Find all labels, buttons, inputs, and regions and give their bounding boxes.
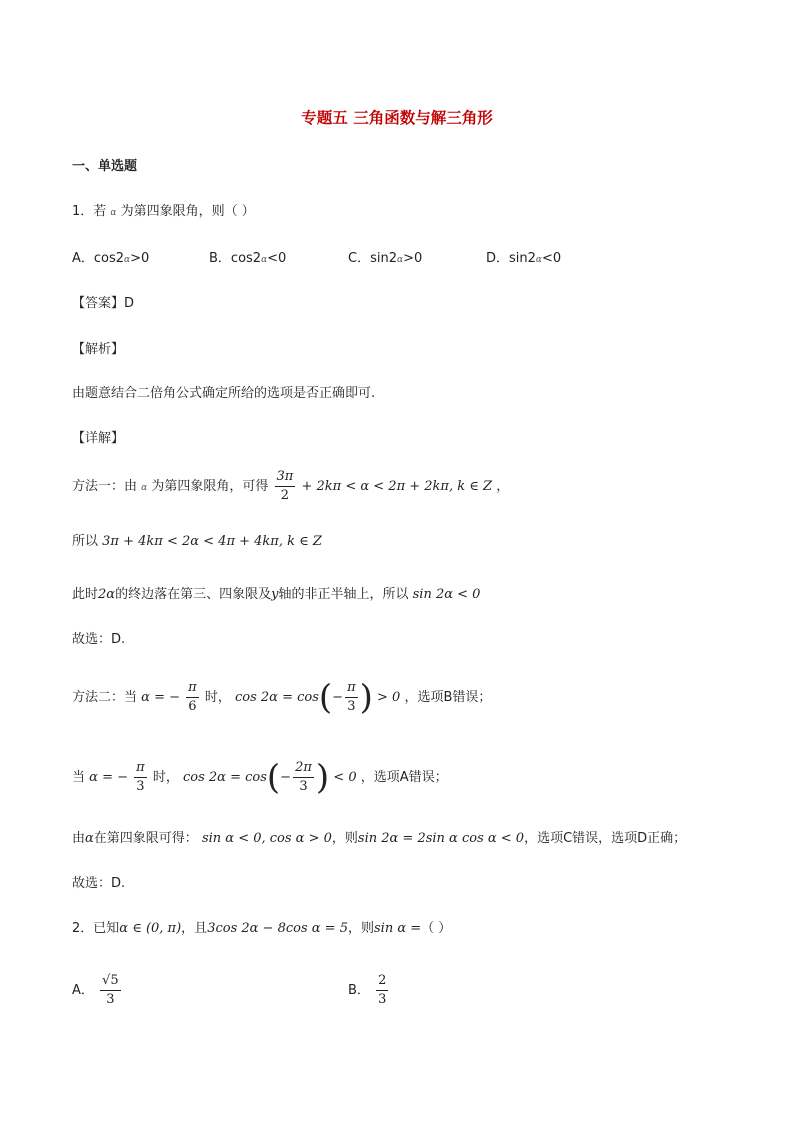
pick-line-1: 故选：D. [72, 632, 126, 647]
fraction: $\frac{3\pi}{2}$ [276, 469, 294, 503]
method-2c-line: 由α在第四象限可得： sin α < 0, cos α > 0，则sin 2α = 2sin α cos α < 0，选项C错误，选项D正确； [72, 831, 687, 846]
method-2-line: 方法二：当 α = − $\frac{\pi}{6}$ 时， cos 2α = cos(− $\frac{\pi}{3}$ ) > 0 ，选项B错误； [72, 677, 492, 718]
fraction: $\frac{√5}{3}$ [102, 973, 119, 1007]
question-2-stem: 2．已知α ∈ (0, π)，且3cos 2α − 8cos α = 5，则sin α =（ ） [72, 921, 452, 936]
fraction: $\frac{\pi}{3}$ [136, 760, 145, 794]
analysis-text: 由题意结合二倍角公式确定所给的选项是否正确即可. [72, 386, 376, 401]
fraction: $\frac{2}{3}$ [378, 973, 387, 1007]
page-title: 专题五 三角函数与解三角形 [301, 108, 493, 127]
option-a: A．cos2α>0 [72, 251, 150, 266]
question-1-stem: 1．若 α 为第四象限角，则（ ） [72, 204, 255, 219]
pick-line-2: 故选：D. [72, 876, 126, 891]
question-2-options [72, 970, 472, 1012]
analysis-label: 【解析】 [72, 342, 125, 357]
terminal-side-line: 此时2α的终边落在第三、四象限及y轴的非正半轴上，所以 sin 2α < 0 [72, 587, 481, 602]
section-heading: 一、单选题 [72, 159, 138, 174]
option-b: B．cos2α<0 [209, 251, 287, 266]
fraction: $\frac{2\pi}{3}$ [295, 760, 312, 794]
option-b: B． $\frac{2}{3}$ [348, 973, 387, 1007]
option-c: C．sin2α>0 [348, 251, 423, 266]
fraction: $\frac{\pi}{6}$ [188, 680, 197, 714]
so-line: 所以 3π + 4kπ < 2α < 4π + 4kπ, k ∈ Z [72, 534, 322, 549]
detail-label: 【详解】 [72, 431, 125, 446]
method-2b-line: 当 α = − $\frac{\pi}{3}$ 时， cos 2α = cos(− $\frac{2\pi}{3}$ ) < 0 ，选项A错误； [72, 757, 448, 798]
answer-label: 【答案】D [72, 296, 135, 311]
fraction: $\frac{\pi}{3}$ [347, 680, 356, 714]
option-d: D．sin2α<0 [486, 251, 562, 266]
question-1-options [72, 249, 722, 269]
alpha-symbol: α [110, 208, 117, 218]
method-1-line: 方法一：由 α 为第四象限角，可得 $\frac{3\pi}{2}$ + 2kπ < α < 2π + 2kπ, k ∈ Z ， [72, 469, 510, 503]
option-a: A． $\frac{√5}{3}$ [72, 973, 119, 1007]
